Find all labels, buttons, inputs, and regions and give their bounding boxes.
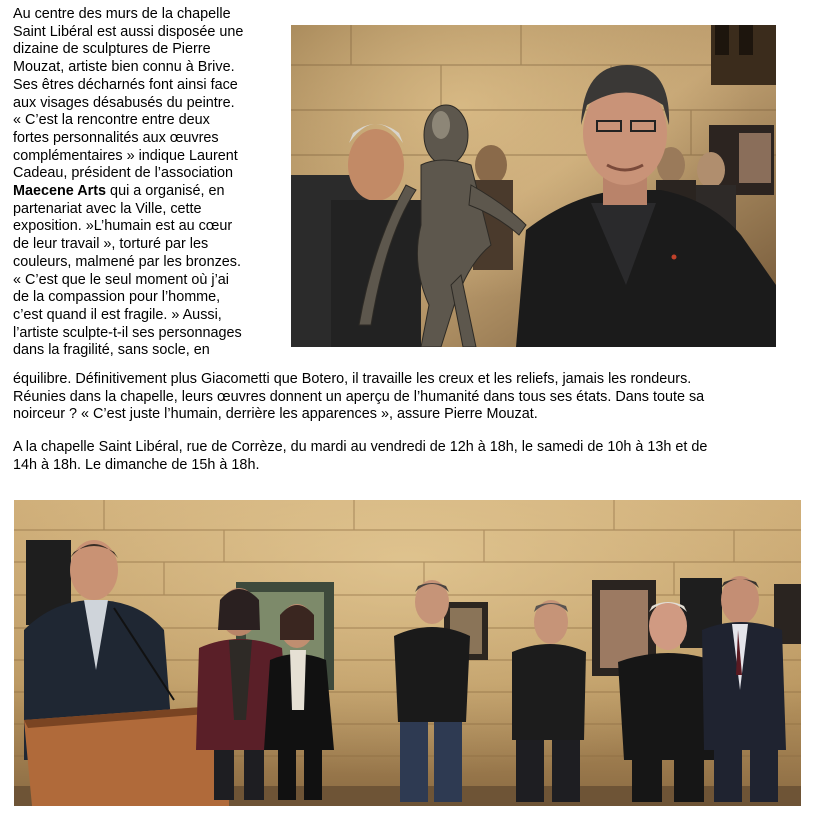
text-line: Ses êtres décharnés font ainsi face bbox=[13, 76, 238, 93]
article-intro bbox=[13, 6, 275, 360]
text-line: de leur travail », torturé par les bbox=[13, 236, 209, 253]
text-line: Réunies dans la chapelle, leurs œuvres donnent un aperçu de l’humanité dans tous ses états. Dans toute sa bbox=[13, 388, 705, 405]
text-line: Cadeau, président de l’association bbox=[13, 165, 233, 182]
text-line: l’artiste sculpte-t-il ses personnages bbox=[13, 324, 242, 341]
text-line: exposition. »L’humain est au cœur bbox=[13, 218, 233, 235]
text-line-with-org bbox=[13, 183, 275, 201]
visit-info bbox=[13, 439, 803, 474]
text-line: noirceur ? « C’est juste l’humain, derrière les apparences », assure Pierre Mouzat. bbox=[13, 406, 538, 423]
text-line: A la chapelle Saint Libéral, rue de Corrèze, du mardi au vendredi de 12h à 18h, le samedi de 10h à 13h et de bbox=[13, 439, 708, 455]
text-line: Saint Libéral est aussi disposée une bbox=[13, 23, 244, 40]
text-line: équilibre. Définitivement plus Giacometti que Botero, il travaille les creux et les reliefs, jamais les rondeurs. bbox=[13, 371, 692, 387]
text-line: fortes personnalités aux œuvres bbox=[13, 129, 219, 146]
text-line: c’est quand il est fragile. » Aussi, bbox=[13, 306, 222, 323]
org-after: qui a organisé, en bbox=[106, 183, 225, 200]
photo-group bbox=[14, 500, 801, 806]
photo-sculptor bbox=[291, 25, 776, 347]
text-line: aux visages désabusés du peintre. bbox=[13, 94, 235, 111]
text-line: Mouzat, artiste bien connu à Brive. bbox=[13, 59, 235, 76]
text-line: dans la fragilité, sans socle, en bbox=[13, 342, 210, 359]
text-line: partenariat avec la Ville, cette bbox=[13, 200, 202, 217]
text-line: « C’est la rencontre entre deux bbox=[13, 112, 210, 129]
org-name: Maecene Arts bbox=[13, 183, 107, 200]
text-line: dizaine de sculptures de Pierre bbox=[13, 41, 211, 58]
text-line: 14h à 18h. Le dimanche de 15h à 18h. bbox=[13, 456, 260, 473]
text-line: couleurs, malmené par les bronzes. bbox=[13, 253, 241, 270]
article-continuation bbox=[13, 371, 803, 424]
text-line: complémentaires » indique Laurent bbox=[13, 147, 238, 164]
text-line: Au centre des murs de la chapelle bbox=[13, 6, 231, 22]
text-line: « C’est que le seul moment où j’ai bbox=[13, 271, 229, 288]
text-line: de la compassion pour l’homme, bbox=[13, 289, 221, 306]
